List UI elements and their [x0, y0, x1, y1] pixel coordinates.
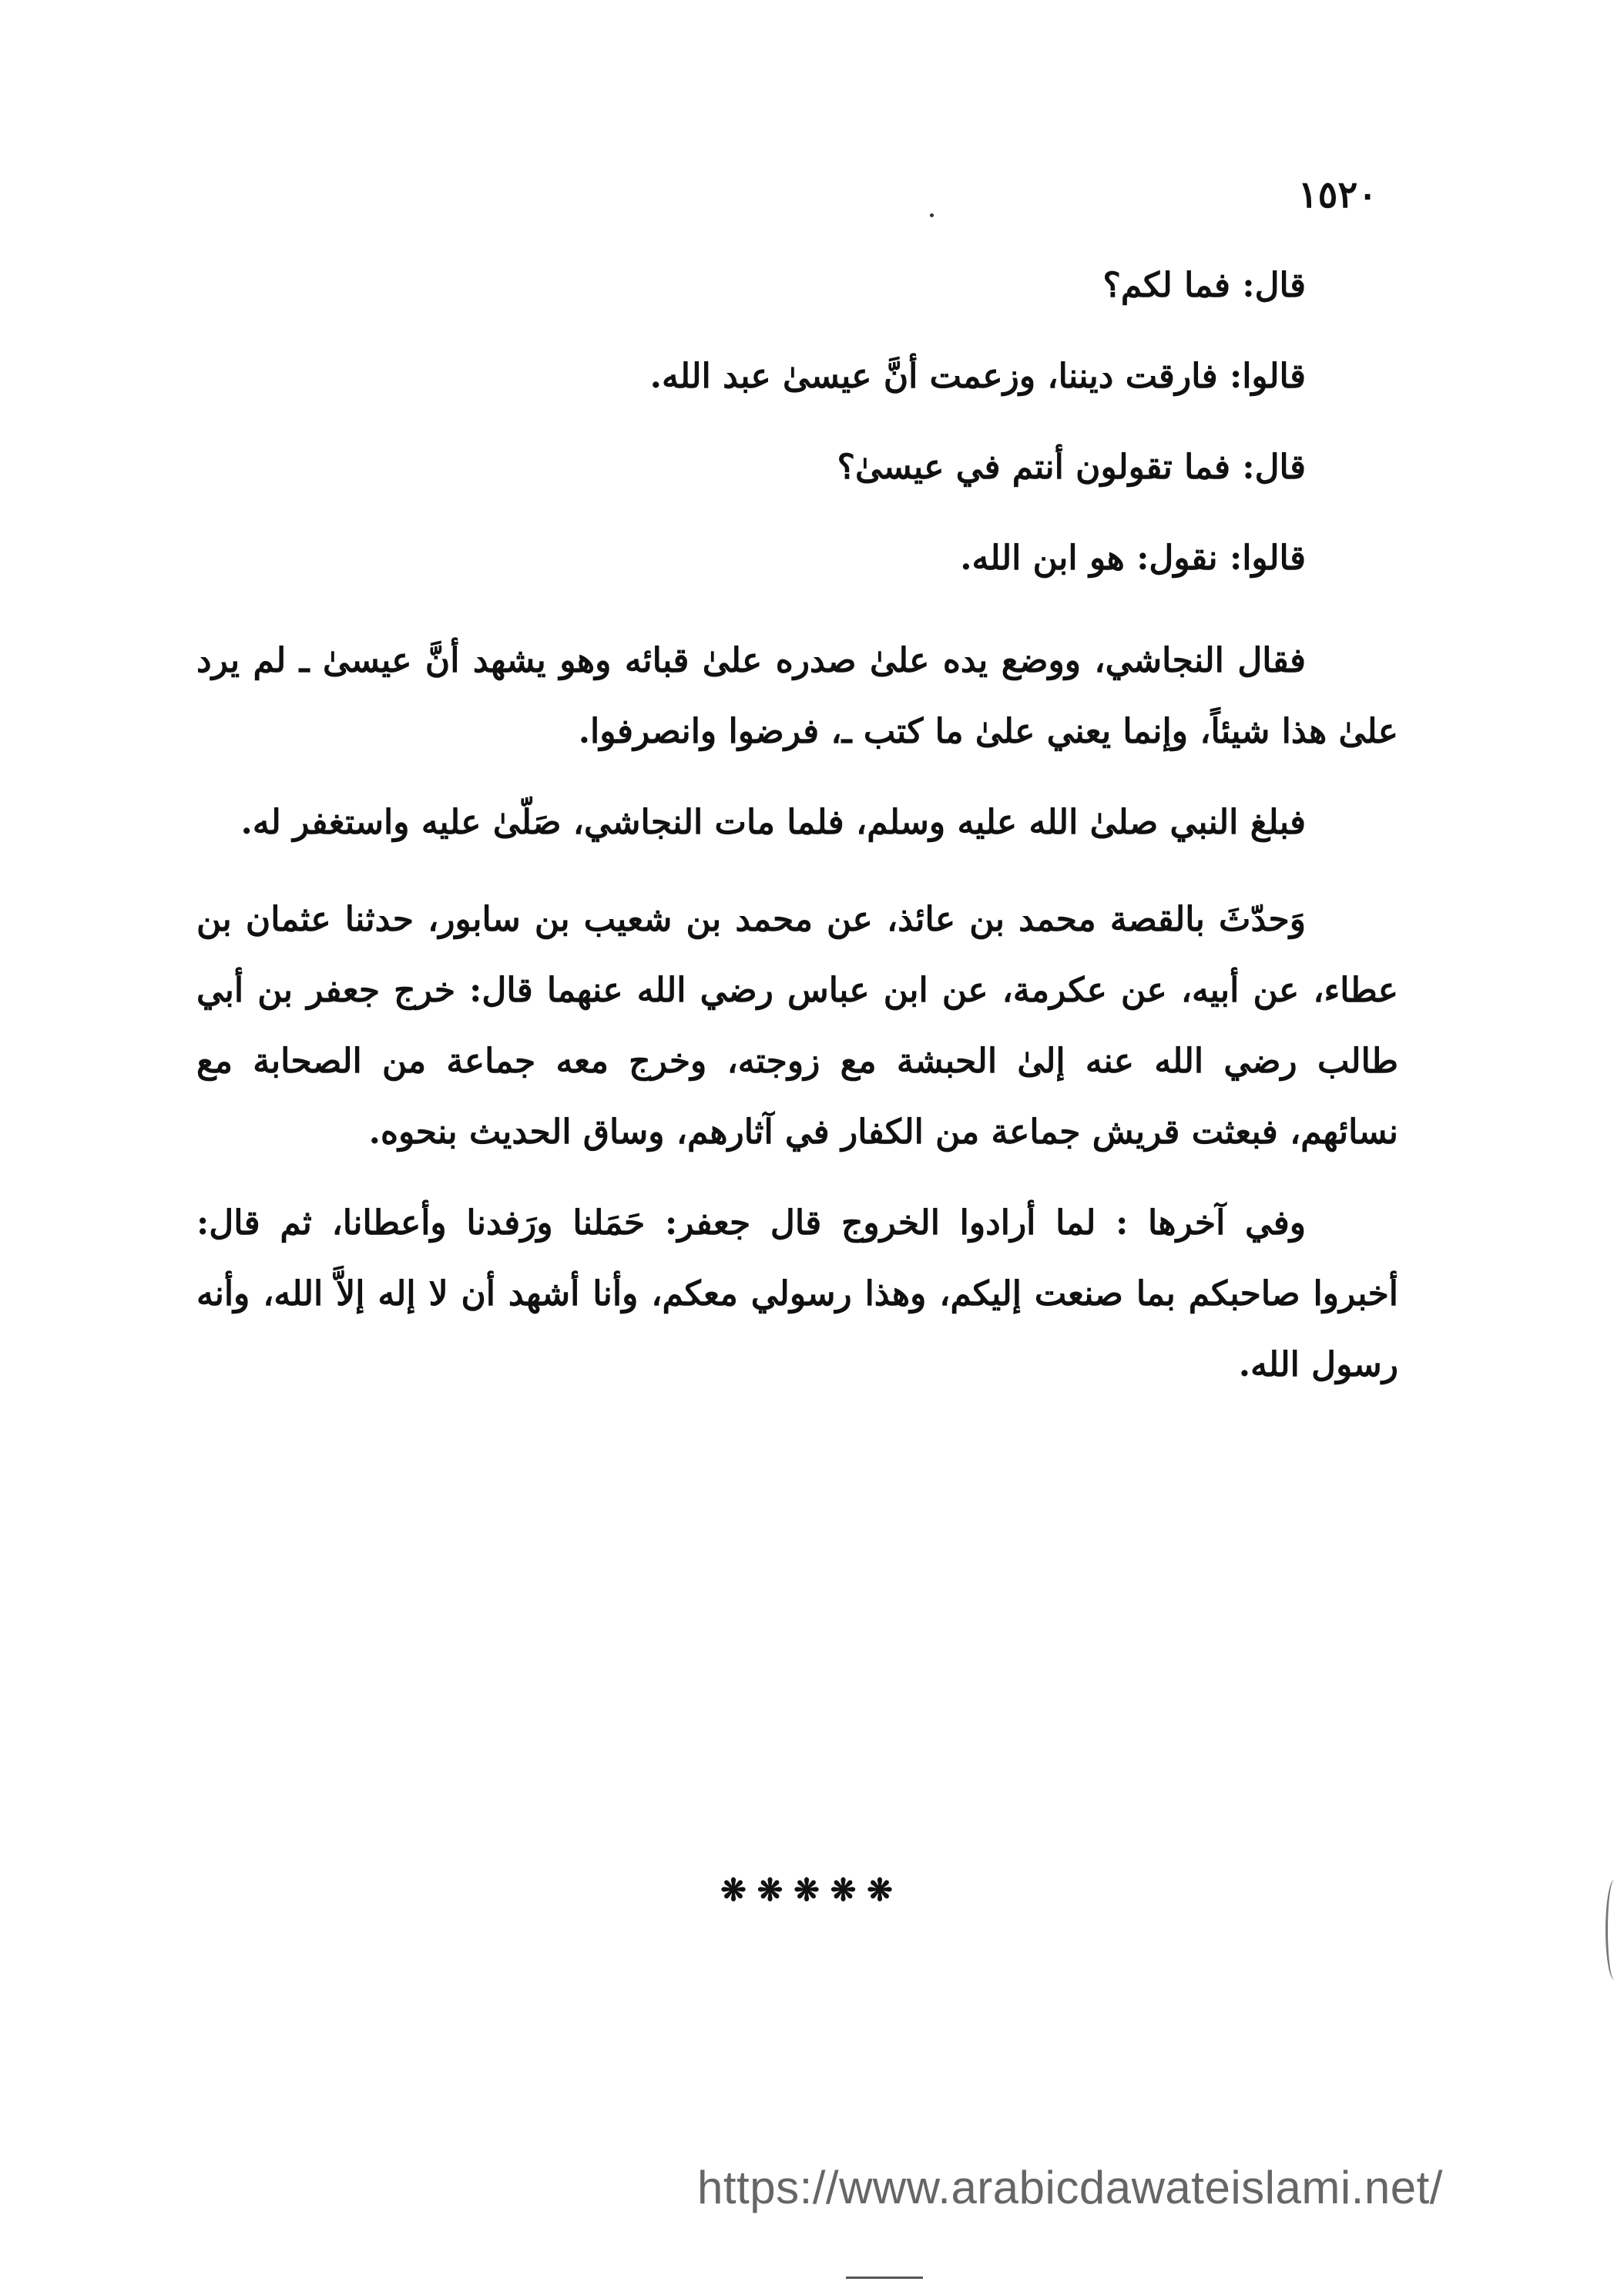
scan-speck: [930, 213, 934, 217]
narration-text: وَحدّثَ بالقصة محمد بن عائذ، عن محمد بن شعيب بن سابور، حدثنا عثمان بن عطاء، عن أبيه، عن عكرمة، عن ابن عباس رضي الله عنهما قال: خرج جعفر بن أبي طالب رضي الله عنه إلىٰ الحبشة مع زوجته، وخرج معه جماعة من الصحابة مع نسائهم، فبعثت قريش جماعة من الكفار في آثارهم،: [196, 900, 1398, 1152]
dialog-line: قالوا: فارقت ديننا، وزعمت أنَّ عيسىٰ عبد الله.: [649, 357, 1306, 396]
section-separator: ❋❋❋❋❋: [720, 1872, 904, 1908]
dialog-line: قالوا: نقول: هو ابن الله.: [960, 539, 1306, 578]
footer-url-watermark: https://www.arabicdawateislami.net/: [697, 2162, 1443, 2213]
binding-edge-mark: [1606, 1880, 1623, 1980]
highlight-phrase: وساق الحديث بنحوه.: [368, 1112, 665, 1152]
paragraph-narration: [196, 884, 1398, 1168]
dialog-line: قال: فما لكم؟: [1102, 266, 1306, 305]
paragraph-ending: وفي آخرها : لما أرادوا الخروج قال جعفر: حَمَلنا ورَفدنا وأعطانا، ثم قال: أخبروا صاحبكم بما صنعت إليكم، وهذا رسولي معكم، وأنا أشهد أن لا إله إلاَّ الله، وأنه رسول الله.: [196, 1203, 1398, 1384]
dialog-line: قال: فما تقولون أنتم في عيسىٰ؟: [837, 448, 1306, 487]
page-number: ١٥٢٠: [1297, 173, 1377, 216]
paragraph-najashi: فقال النجاشي، ووضع يده علىٰ صدره علىٰ قبائه وهو يشهد أنَّ عيسىٰ ـ لم يرد علىٰ هذا شيئاً، وإنما يعني علىٰ ما كتب ـ، فرضوا وانصرفوا.: [196, 641, 1398, 751]
page-body: [196, 262, 1398, 1421]
paragraph-prophet-prayer: فبلغ النبي صلىٰ الله عليه وسلم، فلما مات النجاشي، صَلّىٰ عليه واستغفر له.: [240, 803, 1306, 842]
bottom-rule: [846, 2277, 923, 2279]
